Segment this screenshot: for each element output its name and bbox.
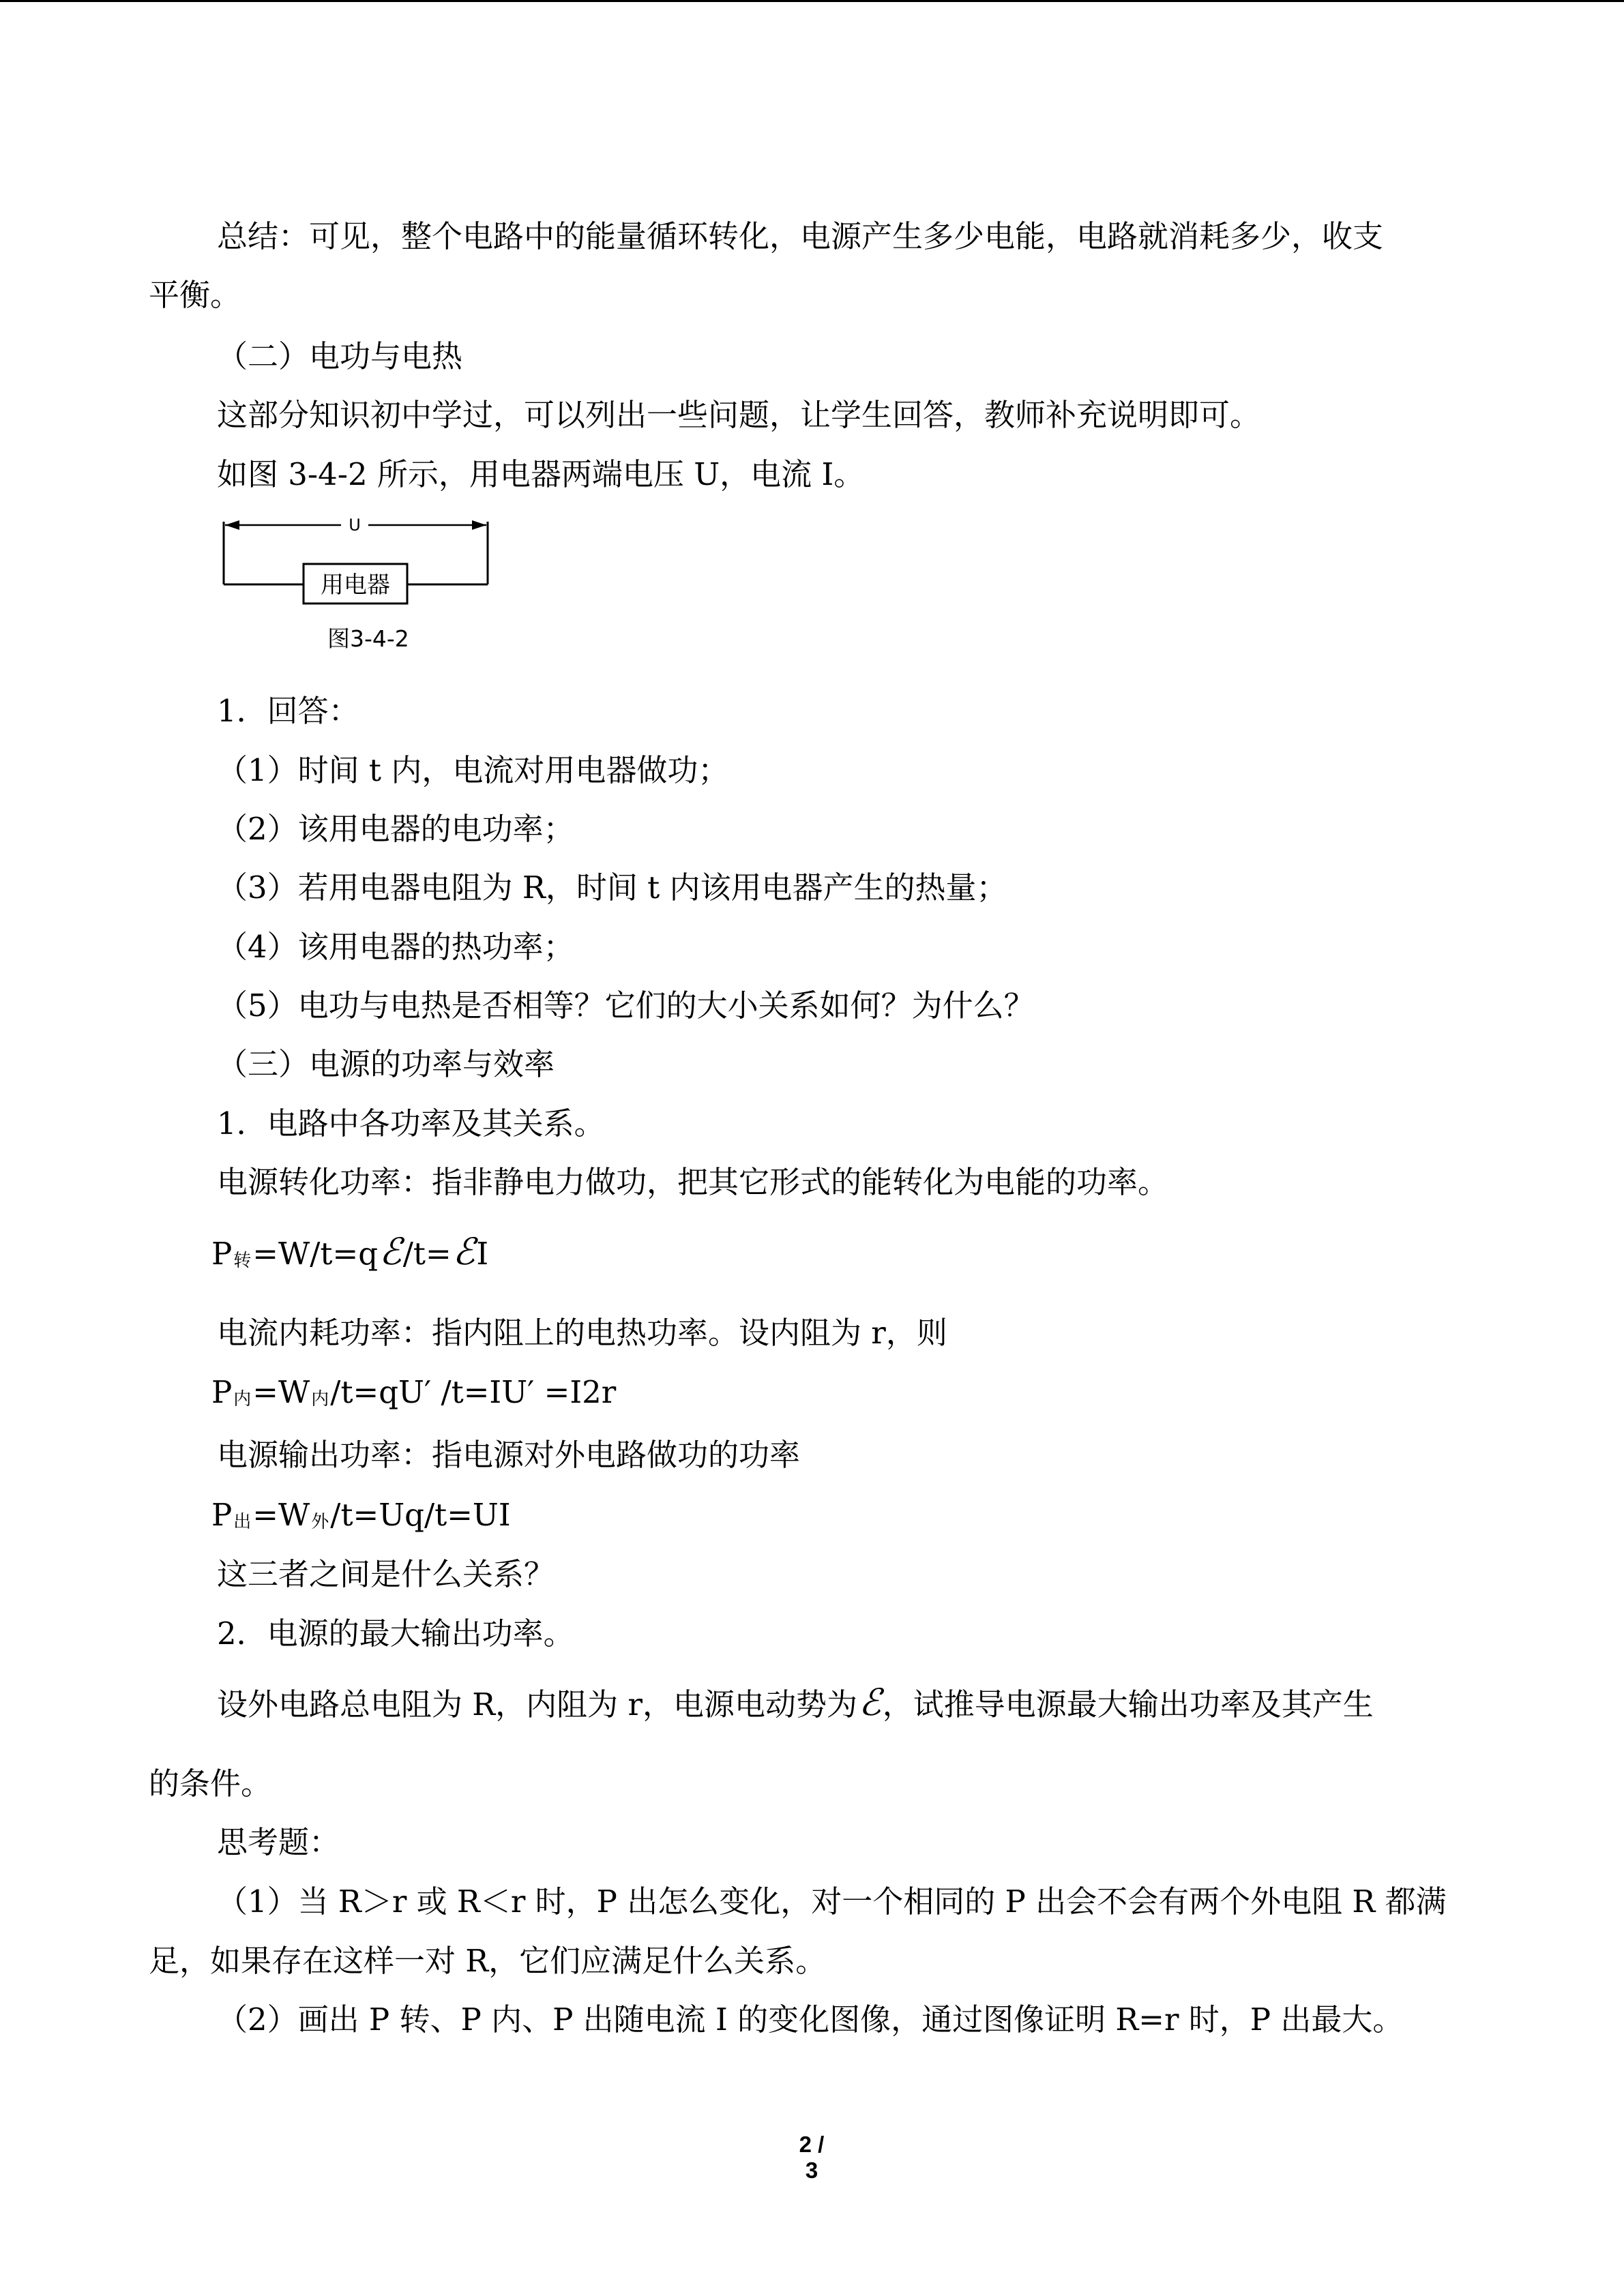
formula-part: I — [476, 1236, 489, 1272]
arrow-left-icon — [225, 520, 239, 530]
list-item-1: （1）时间 t 内，电流对用电器做功； — [217, 752, 729, 788]
list-item-5: （5）电功与电热是否相等？它们的大小关系如何？为什么？ — [217, 987, 1035, 1024]
emf-symbol: ℰ — [859, 1681, 881, 1724]
formula-symbol: P — [211, 1374, 233, 1410]
text-line-summary-1: 总结：可见，整个电路中的能量循环转化，电源产生多少电能，电路就消耗多少，收支 — [217, 218, 1384, 254]
formula-subscript: 内 — [233, 1389, 252, 1410]
formula-symbol: P — [211, 1236, 233, 1272]
question-1-line-1: （1）当 R＞r 或 R＜r 时，P 出怎么变化，对一个相同的 P 出会不会有两个外电阻 R 都满 — [217, 1883, 1447, 1920]
emf-symbol: ℰ — [379, 1230, 402, 1273]
question-1-line-2: 足，如果存在这样一对 R，它们应满足什么关系。 — [149, 1943, 827, 1979]
formula-symbol: P — [211, 1497, 233, 1533]
text-line-thinking: 思考题： — [217, 1824, 340, 1860]
list-item-4: （4）该用电器的热功率； — [217, 929, 574, 965]
formula-subscript: 转 — [233, 1251, 252, 1271]
text-line-conversion-power: 电源转化功率：指非静电力做功，把其它形式的能转化为电能的功率。 — [217, 1164, 1169, 1200]
text-line-output-power: 电源输出功率：指电源对外电路做功的功率 — [217, 1437, 801, 1473]
page-top-rule — [0, 0, 1624, 2]
formula-part: /t=qU′ /t=IU′ =I2r — [330, 1374, 617, 1410]
formula-subscript: 内 — [311, 1389, 329, 1410]
device-label: 用电器 — [321, 571, 390, 599]
emf-symbol: ℰ — [452, 1230, 475, 1273]
circuit-diagram — [222, 508, 494, 617]
text-line-figure-ref: 如图 3-4-2 所示，用电器两端电压 U，电流 I。 — [217, 456, 865, 492]
text-line-max-output: 2．电源的最大输出功率。 — [217, 1615, 574, 1652]
text-line-condition: 的条件。 — [149, 1765, 272, 1802]
text-line-relation-question: 这三者之间是什么关系？ — [217, 1556, 555, 1592]
formula-part: /t= — [402, 1236, 452, 1272]
question-2: （2）画出 P 转、P 内、P 出随电流 I 的变化图像，通过图像证明 R=r 时，P 出最大。 — [217, 2001, 1404, 2038]
text-part: ，试推导电源最大输出功率及其产生 — [882, 1686, 1374, 1723]
section-heading-3: （三）电源的功率与效率 — [217, 1046, 555, 1082]
text-line-powers: 1．电路中各功率及其关系。 — [217, 1105, 605, 1142]
formula-p-nei — [211, 1373, 616, 1419]
figure-caption: 图3-4-2 — [327, 625, 409, 652]
formula-p-zhuan — [211, 1232, 488, 1281]
formula-part: /t=Uq/t=UI — [330, 1497, 511, 1533]
list-item-3: （3）若用电器电阻为 R，时间 t 内该用电器产生的热量； — [217, 869, 1007, 906]
formula-part: =W/t=q — [252, 1236, 379, 1272]
text-line-answer-heading: 1．回答： — [217, 693, 359, 729]
circuit-figure — [222, 508, 494, 651]
formula-part: =W — [252, 1374, 310, 1410]
list-item-2: （2）该用电器的电功率； — [217, 811, 574, 847]
text-line-internal-power: 电流内耗功率：指内阻上的电热功率。设内阻为 r，则 — [217, 1315, 947, 1351]
text-line-derivation — [217, 1683, 1374, 1725]
voltage-label: U — [349, 516, 361, 535]
formula-subscript: 外 — [311, 1512, 329, 1532]
formula-subscript: 出 — [233, 1512, 252, 1532]
text-part: 设外电路总电阻为 R，内阻为 r，电源电动势为 — [217, 1686, 858, 1723]
section-heading-2: （二）电功与电热 — [217, 338, 463, 374]
text-line-summary-2: 平衡。 — [149, 277, 241, 313]
formula-part: =W — [252, 1497, 310, 1533]
arrow-right-icon — [472, 520, 486, 530]
formula-p-chu — [211, 1495, 511, 1542]
text-line-intro: 这部分知识初中学过，可以列出一些问题，让学生回答，教师补充说明即可。 — [217, 397, 1261, 433]
page-number: 2 / 3 — [799, 2132, 825, 2183]
